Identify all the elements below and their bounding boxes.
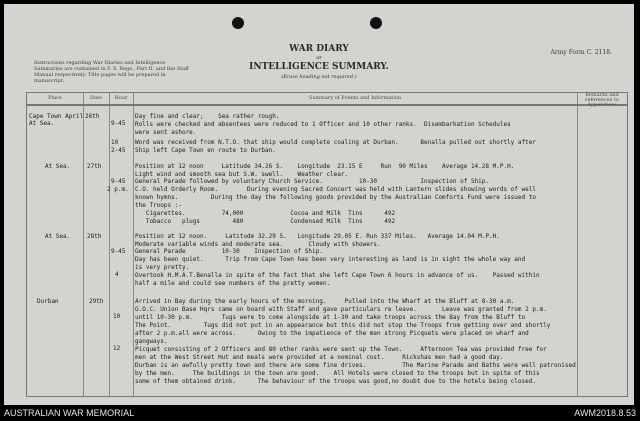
date: 29th	[89, 298, 104, 305]
summary-line: were sent ashore.	[135, 129, 197, 136]
col-place: Place	[27, 93, 83, 105]
summary-line: Picquet consisting of 2 Officers and 80 other ranks were sent up the Town. Afternoon Tea was provided free for	[135, 346, 547, 353]
diary-table	[26, 92, 628, 397]
hour: 2-45	[111, 147, 126, 154]
summary-line: Position at 12 noon Latitude 34.26 S. Longitude 23.15 E Run 90 Miles Average 14.28 M.P.H.	[135, 163, 515, 170]
summary-line: Arrived in Bay during the early hours of the morning. Pulled into the Wharf at the Bluff at 8-30 a.m.	[135, 298, 515, 305]
place: At Sea.	[29, 120, 55, 127]
place: Durban	[37, 298, 59, 305]
summary-line: Overtook H.M.A.T.Benalla in spite of the fact that she left Cape Town 6 hours in advance of us. Passed within	[135, 272, 540, 279]
summary-line: Tobacco plugs 480 Condensed Milk Tins 492	[135, 218, 396, 225]
place: Cape Town April	[29, 113, 84, 120]
hour: 4	[115, 271, 119, 278]
col-date: Date	[83, 93, 109, 105]
hour: 12	[113, 345, 121, 352]
hour: 9-45	[111, 120, 126, 127]
col-hour: Hour	[109, 93, 133, 105]
summary-line: General Parade followed by voluntary Church Service. 10-30 Inspection of Ship.	[135, 178, 490, 185]
summary-line: half a mile and could see numbers of the pretty women.	[135, 280, 331, 287]
summary-line: Durban is an awfully pretty town and there are some fine drives. The Marine Parade and Baths were well patronised	[135, 362, 576, 369]
place: At Sea.	[45, 163, 71, 170]
summary-line: men at the West Street Hut and meals were provided at a nominal cost. Rickshas men had a good day.	[135, 354, 504, 361]
date: 26th	[85, 113, 100, 120]
summary-line: until 10-30 p.m. Tugs were to come alongside at 1-30 and take troops across the Bay from the Bluff to	[135, 314, 526, 321]
summary-line: Light wind and smooth sea but S.W. swell. Weather clear.	[135, 171, 349, 178]
summary-line: by the men. The buildings in the town are good. All Hotels were closed to the troops but in spite of this	[135, 370, 540, 377]
collection-label: AUSTRALIAN WAR MEMORIAL	[4, 408, 135, 418]
punch-hole	[370, 17, 382, 29]
summary-line: Word was received from N.T.O. that ship would complete coaling at Durban. Benalla pulled out shortly after	[135, 139, 536, 146]
subtitle-note: (Erase heading not required.)	[281, 74, 357, 80]
item-number: AWM2018.8.53	[574, 408, 636, 418]
hour: 10	[111, 139, 119, 146]
col-remarks: Remarks and references to Appendices	[577, 93, 627, 105]
title: WAR DIARY	[289, 44, 349, 54]
hour: 9-45	[111, 178, 126, 185]
summary-line: Day has been quiet. Trip from Cape Town has been very interesting as land is in sight the whole way and	[135, 256, 526, 263]
instructions: Instructions regarding War Diaries and Intelligence Summaries are contained in F. S. Regs., Part II. and the Staff Manual respectively. Title pages will be prepared in manuscript.	[34, 60, 189, 84]
title-or: or	[316, 55, 322, 61]
summary-line: Rolls were checked and absentees were reduced to 1 Officer and 10 other ranks. Disembarkation Schedules	[135, 121, 511, 128]
summary-line: Moderate variable winds and moderate sea. Cloudy with showers.	[135, 241, 381, 248]
summary-line: Cigarettes. 74,000 Cocoa and Milk Tins 492	[135, 210, 396, 217]
hour: 10	[113, 313, 121, 320]
summary-line: Day fine and clear; Sea rather rough.	[135, 113, 280, 120]
place: At Sea.	[45, 233, 71, 240]
summary-line: gangways.	[135, 338, 168, 345]
war-diary-page	[4, 4, 634, 405]
summary-line: is very pretty.	[135, 264, 190, 271]
punch-hole	[232, 17, 244, 29]
form-number: Army Form C. 2118.	[550, 49, 612, 56]
summary-line: known hymns. During the day the following goods provided by the Australian Comforts Fund were issued to	[135, 194, 536, 201]
summary-line: General Parade 10-30 Inspection of Ship.	[135, 248, 323, 255]
date: 28th	[87, 233, 102, 240]
summary-line: the Troops :-	[135, 202, 182, 209]
summary-line: G.O.C. Union Base Hqrs came on board with Staff and gave particulars re leave. Leave was granted from 2 p.m.	[135, 306, 547, 313]
summary-line: after 2 p.m.all were across. Owing to the impatience of the men strong Picquets were placed on wharf and	[135, 330, 529, 337]
summary-line: Ship left Cape Town en route to Durban.	[135, 147, 276, 154]
date: 27th	[87, 163, 102, 170]
summary-line: The Point. Tugs did not put in an appearance but this did not stop the Troops from getting over and shortly	[135, 322, 551, 329]
hour: 9-45	[111, 248, 126, 255]
summary-line: C.O. held Orderly Room. During evening Sacred Concert was held with Lantern slides showing words of well	[135, 186, 536, 193]
summary-line: Position at 12 noon. Latitude 32.29 S. Longitude 29.05 E. Run 337 Miles. Average 14.04 M.P.H.	[135, 233, 500, 240]
subtitle: INTELLIGENCE SUMMARY.	[249, 62, 389, 72]
hour: 2 p.m.	[107, 186, 129, 193]
col-summary: Summary of Events and Information	[133, 93, 577, 105]
summary-line: some of them obtained drink. The behaviour of the troops was good,no doubt due to the hotels being closed.	[135, 378, 536, 385]
